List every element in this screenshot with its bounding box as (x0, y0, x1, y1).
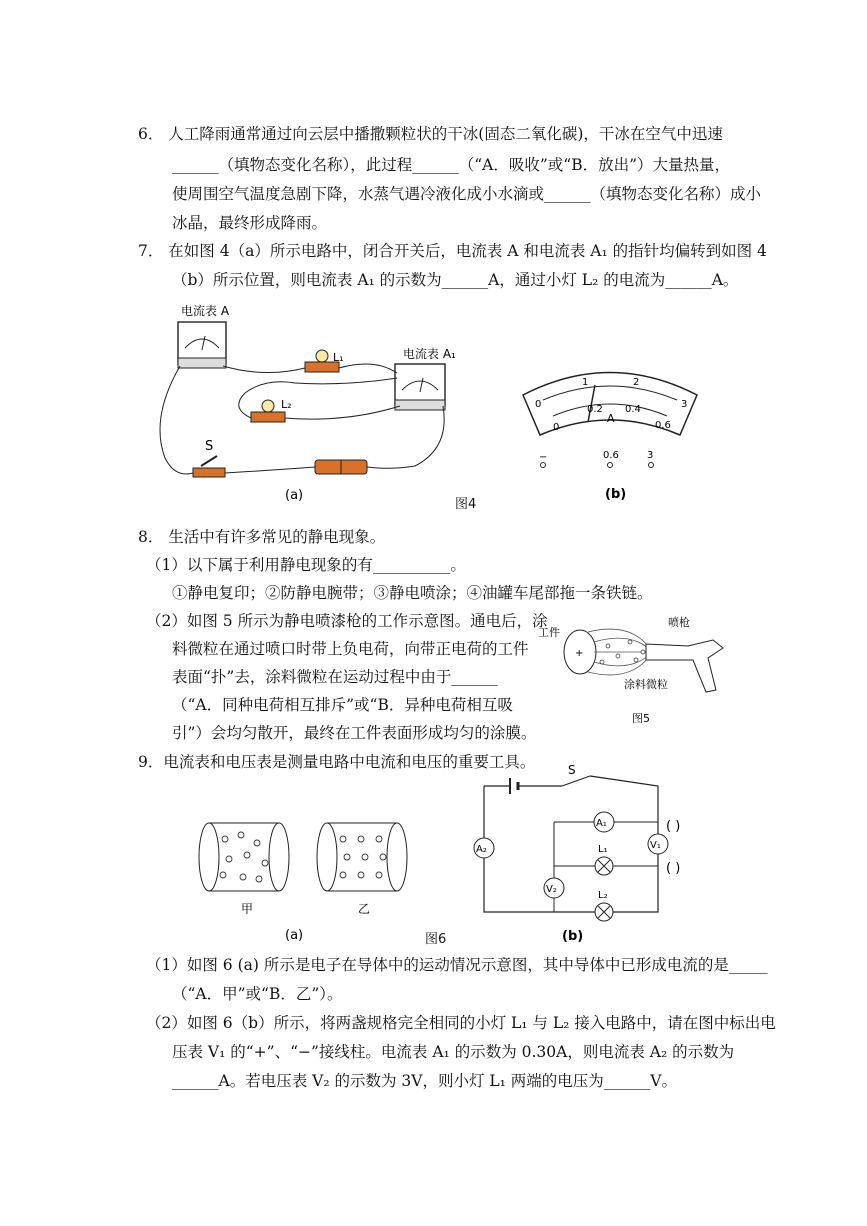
q9-line-1: 9．电流表和电压表是测量电路中电流和电压的重要工具。 (138, 753, 536, 771)
q9-p2-line-3: ______A。若电压表 V₂ 的示数为 3V，则小灯 L₁ 两端的电压为______V。 (172, 1072, 677, 1090)
q7-line-1: 7． 在如图 4（a）所示电路中，闭合开关后，电流表 A 和电流表 A₁ 的指针均偏转到如图 4 (138, 242, 767, 260)
q8-line-5: 料微粒在通过喷口时带上负电荷，向带正电荷的工件 (172, 640, 529, 658)
meter-lower-0: 0 (553, 422, 560, 433)
figure-6b-circuit (470, 762, 720, 947)
v1-terminal-blank-2[interactable]: ( ) (666, 861, 681, 876)
conductor-yi-icon (317, 823, 407, 891)
fig4-sub-a: (a) (285, 488, 304, 503)
q9-p2-line-2: 压表 V₁ 的“+”、“−”接线柱。电流表 A₁ 的示数为 0.30A，则电流表 A₂ 的示数为 (172, 1043, 735, 1061)
gun-label: 喷枪 (668, 616, 690, 629)
terminal-0-6: 0.6 (603, 450, 619, 461)
l1-label: L₁ (333, 351, 344, 364)
yi-label: 乙 (358, 902, 371, 916)
l1-label: L₁ (598, 844, 608, 855)
a2-label: A₂ (476, 844, 487, 855)
meter-upper-3: 3 (681, 399, 688, 410)
meter-lower-0-6: 0.6 (655, 420, 671, 431)
q9-p1-line-2: （“A．甲”或“B．乙”）。 (172, 985, 343, 1003)
switch-icon (193, 468, 225, 477)
fig4-sub-b: (b) (605, 487, 627, 500)
a1-label: A₁ (596, 818, 607, 829)
q8-line-4: （2）如图 5 所示为静电喷漆枪的工作示意图。通电后，涂 (146, 612, 548, 630)
switch-s-label: S (568, 763, 576, 777)
fig6-sub-b: (b) (562, 929, 584, 944)
q8-line-8: 引”）会均匀散开，最终在工件表面形成均匀的涂膜。 (172, 724, 537, 742)
meter-lower-0-4: 0.4 (625, 404, 641, 415)
q8-line-6: 表面“扑”去，涂料微粒在运动过程中由于______ (172, 668, 498, 686)
q7-line-2: （b）所示位置，则电流表 A₁ 的示数为______A，通过小灯 L₂ 的电流为______A。 (172, 271, 739, 289)
q8-line-2: （1）以下属于利用静电现象的有__________。 (146, 556, 466, 574)
q8-line-3: ①静电复印；②防静电腕带；③静电喷涂；④油罐车尾部拖一条铁链。 (172, 584, 653, 602)
q9-p1-line-1: （1）如图 6 (a) 所示是电子在导体中的运动情况示意图，其中导体中已形成电流的是_____ (146, 956, 768, 974)
figure-6a-conductors (195, 815, 425, 945)
q6-line-2: ______（填物态变化名称），此过程______（“A．吸收”或“B．放出”）大量热量， (172, 156, 731, 174)
bulb-l2-icon (251, 412, 285, 422)
q6-line-1: 6． 人工降雨通常通过向云层中播撒颗粒状的干冰(固态二氧化碳)，干冰在空气中迅速 (138, 125, 723, 143)
l2-label: L₂ (281, 398, 292, 411)
fig5-label: 图5 (632, 712, 650, 725)
terminal-minus: − (539, 452, 548, 463)
switch-label: S (205, 439, 214, 454)
q8-line-7: （“A．同种电荷相互排斥”或“B．异种电荷相互吸 (172, 696, 513, 714)
figure-4b-meter (515, 360, 705, 500)
jia-label: 甲 (241, 902, 254, 916)
ammeter-a-label: 电流表 A (181, 304, 230, 318)
fig6-sub-a: (a) (285, 928, 304, 943)
terminal-3: 3 (647, 450, 654, 461)
v2-label: V₂ (546, 884, 557, 895)
l2-label: L₂ (598, 890, 608, 901)
meter-lower-0-2: 0.2 (587, 404, 603, 415)
fig6-label: 图6 (425, 932, 447, 947)
q9-p2-line-1: （2）如图 6（b）所示，将两盏规格完全相同的小灯 L₁ 与 L₂ 接入电路中，请在图中标出电 (146, 1014, 776, 1032)
fig4-label: 图4 (455, 497, 477, 512)
svg-text:+: + (575, 648, 584, 659)
particles-label: 涂料微粒 (624, 678, 668, 691)
figure-4a-circuit (145, 298, 465, 508)
q6-line-4: 冰晶，最终形成降雨。 (172, 214, 328, 232)
switch-icon (562, 776, 590, 786)
figure-5-spray-gun (538, 612, 738, 732)
conductor-jia-icon (199, 823, 289, 891)
ammeter-a1-label: 电流表 A₁ (403, 347, 456, 361)
meter-upper-2: 2 (633, 377, 640, 388)
meter-upper-0: 0 (535, 399, 542, 410)
q8-line-1: 8． 生活中有许多常见的静电现象。 (138, 528, 386, 546)
meter-unit: A (607, 412, 615, 425)
workpiece-label: 工件 (538, 626, 560, 639)
meter-upper-1: 1 (582, 377, 589, 388)
v1-label: V₁ (650, 840, 661, 851)
v1-terminal-blank-1[interactable]: ( ) (666, 819, 681, 834)
q6-line-3: 使周围空气温度急剧下降，水蒸气遇冷液化成小水滴或______（填物态变化名称）成小 (172, 185, 762, 203)
